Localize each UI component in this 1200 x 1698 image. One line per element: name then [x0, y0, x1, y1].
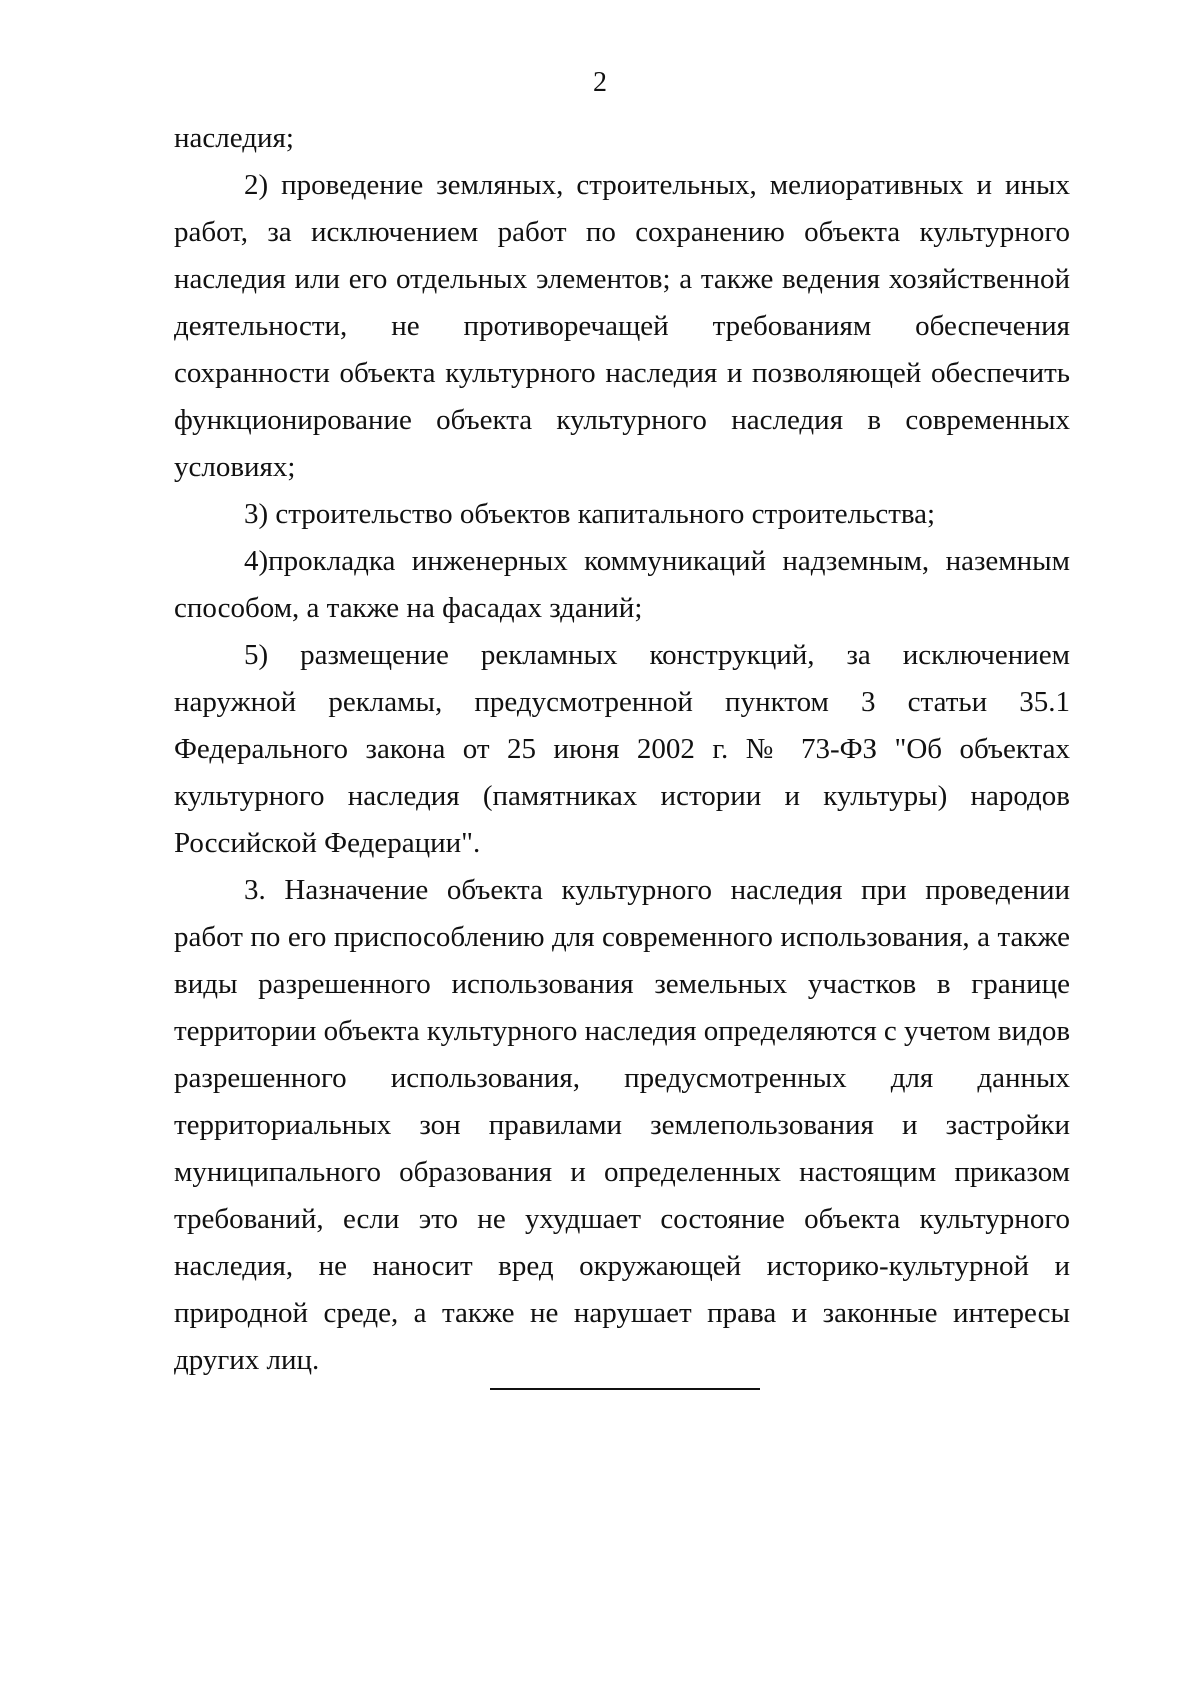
paragraph-item-2: 2) проведение земляных, строительных, мелиоративных и иных работ, за исключением работ по сохранению объекта культурного наследия или его отдельных элементов; а также ведения хозяйственной деятельности, не противоречащей требованиям обеспечения сохранности объекта культурного наследия и позволяющей обеспечить функционирование объекта культурного наследия в современных условиях;: [174, 169, 1070, 483]
paragraph-item-3: 3) строительство объектов капитального строительства;: [244, 498, 936, 530]
paragraph-continuation: наследия;: [174, 122, 294, 154]
end-separator-line: [490, 1388, 760, 1390]
paragraph-item-5: 5) размещение рекламных конструкций, за исключением наружной рекламы, предусмотренной пунктом 3 статьи 35.1 Федерального закона от 25 июня 2002 г. № 73-ФЗ "Об объектах культурного наследия (памятниках истории и культуры) народов Российской Федерации".: [174, 639, 1070, 859]
document-body: [174, 115, 1070, 1384]
page-number: 2: [593, 67, 607, 98]
paragraph-section-3: 3. Назначение объекта культурного наследия при проведении работ по его приспособлению для современного использования, а также виды разрешенного использования земельных участков в границе территории объекта культурного наследия определяются с учетом видов разрешенного использования, предусмотренных для данных территориальных зон правилами землепользования и застройки муниципального образования и определенных настоящим приказом требований, если это не ухудшает состояние объекта культурного наследия, не наносит вред окружающей историко-культурной и природной среде, а также не нарушает права и законные интересы других лиц.: [174, 874, 1071, 1376]
paragraph-item-4: 4)прокладка инженерных коммуникаций надземным, наземным способом, а также на фасадах зданий;: [174, 545, 1070, 624]
